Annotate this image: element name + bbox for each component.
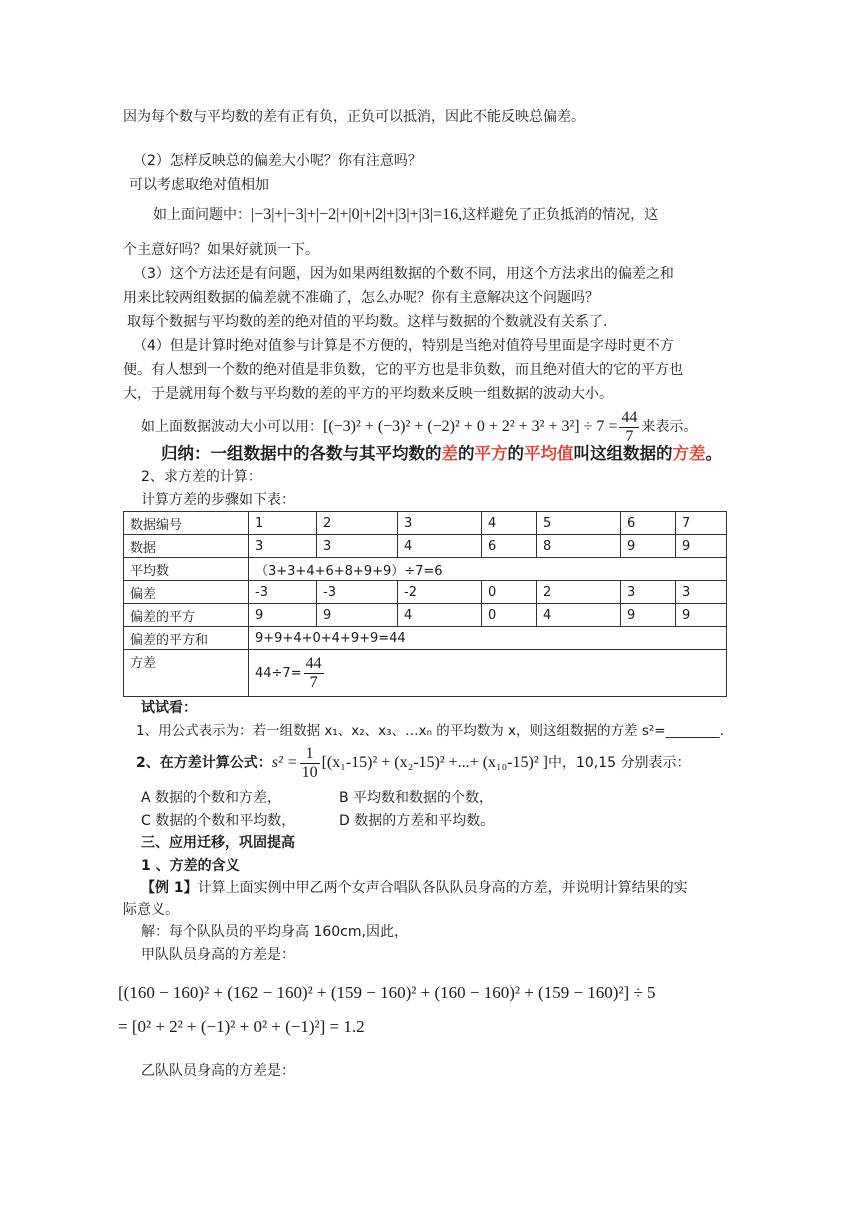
- example-prefix: 如上面问题中：: [153, 207, 251, 223]
- section-2-title: 2、求方差的计算：: [141, 469, 262, 485]
- answer-3: 取每个数据与平均数的差的绝对值的平均数。这样与数据的个数就没有关系了.: [127, 314, 608, 330]
- wave-prefix: 如上面数据波动大小可以用：: [141, 419, 323, 435]
- summary-text: 的: [458, 444, 475, 463]
- table-cell: 5: [537, 512, 621, 535]
- section-2-sub: 计算方差的步骤如下表：: [141, 492, 295, 508]
- table-cell: -2: [398, 581, 482, 604]
- table-cell: 2: [317, 512, 398, 535]
- table-row: [124, 512, 727, 535]
- wave-line: [141, 408, 697, 446]
- question-4c: 大，于是就用每个数与平均数的差的平方的平均数来反映一组数据的波动大小。: [123, 386, 613, 402]
- question-3b: 用来比较两组数据的偏差就不准确了，怎么办呢？你有主意解决这个问题吗？: [123, 290, 599, 306]
- question-3a: （3）这个方法还是有问题，因为如果两组数据的个数不同，用这个方法求出的偏差之和: [133, 266, 674, 282]
- fraction-numerator: 44: [621, 408, 638, 426]
- table-cell: 1: [249, 512, 317, 535]
- table-cell: 9: [249, 604, 317, 627]
- row-label: 偏差的平方和: [124, 627, 249, 650]
- try-2-prefix: 2、在方差计算公式：: [136, 755, 272, 771]
- summary-text: 归纳：一组数据中的各数与其平均数的: [161, 444, 442, 463]
- table-cell: 4: [537, 604, 621, 627]
- table-cell: -3: [317, 581, 398, 604]
- example-1-tag: 【例 1】: [141, 880, 198, 896]
- table-cell: 4: [398, 604, 482, 627]
- table-cell: 3: [621, 581, 676, 604]
- table-cell: 9: [676, 604, 727, 627]
- fraction-44-7: [619, 409, 639, 446]
- solution: 解：每个队队员的平均身高 160cm,因此，: [141, 924, 408, 940]
- row-label: 平均数: [124, 558, 249, 581]
- summary-text: 。: [705, 444, 722, 463]
- table-cell: 6: [482, 535, 537, 558]
- question-4b: 便。有人想到一个数的绝对值是非负数，它的平方也是非负数，而且绝对值大的它的平方也: [123, 362, 683, 378]
- row-label: 数据编号: [124, 512, 249, 535]
- try-title: 试试看：: [141, 700, 197, 716]
- table-row: [124, 581, 727, 604]
- try-1: 1、用公式表示为：若一组数据 x₁、x₂、x₃、…xₙ 的平均数为 x，则这组数据的方差 s²=________.: [136, 723, 724, 739]
- table-row: [124, 558, 727, 581]
- fraction-1-10: [300, 745, 320, 782]
- table-cell: 9: [676, 535, 727, 558]
- try-2-suffix: 中，10,15 分别表示：: [547, 755, 691, 771]
- table-cell: [249, 650, 727, 697]
- team-a-label: 甲队队员身高的方差是：: [141, 947, 295, 963]
- abs-sum-formula: |−3|+|−3|+|−2|+|0|+|2|+|3|+|3|=16,: [251, 206, 463, 223]
- table-row: [124, 650, 727, 697]
- table-cell: 9+9+4+0+4+9+9=44: [249, 627, 727, 650]
- row-label: 方差: [124, 650, 249, 697]
- table-cell: 3: [398, 512, 482, 535]
- table-cell: 4: [398, 535, 482, 558]
- fraction-numerator: 1: [300, 745, 320, 764]
- variance-table: [123, 511, 727, 697]
- table-cell: 9: [621, 604, 676, 627]
- table-cell: 7: [676, 512, 727, 535]
- fraction-denominator: 10: [301, 763, 318, 781]
- paragraph: 因为每个数与平均数的差有正有负，正负可以抵消，因此不能反映总偏差。: [123, 109, 585, 125]
- table-cell: -3: [249, 581, 317, 604]
- answer-2: 可以考虑取绝对值相加: [129, 177, 269, 193]
- table-cell: 9: [317, 604, 398, 627]
- fraction-denominator: 7: [625, 427, 634, 445]
- summary-highlight: 方差: [672, 444, 706, 463]
- table-cell: 3: [317, 535, 398, 558]
- team-b-label: 乙队队员身高的方差是：: [141, 1063, 295, 1079]
- table-cell: 8: [537, 535, 621, 558]
- table-row: [124, 604, 727, 627]
- example-1-line: [141, 878, 688, 898]
- wave-formula: [(−3)² + (−3)² + (−2)² + 0 + 2² + 3² + 3²] ÷ 7 =: [323, 418, 618, 435]
- row-label: 偏差的平方: [124, 604, 249, 627]
- summary-highlight: 平方: [474, 444, 508, 463]
- fraction-denominator: 7: [309, 673, 318, 691]
- table-cell: 6: [621, 512, 676, 535]
- summary-highlight: 平均值: [524, 444, 574, 463]
- question-2: （2）怎样反映总的偏差大小呢？你有注意吗？: [133, 153, 422, 169]
- example-1-text: 计算上面实例中甲乙两个女声合唱队各队队员身高的方差，并说明计算结果的实: [197, 880, 688, 896]
- fraction-44-7: [304, 655, 324, 692]
- team-a-formula-2: = [0² + 2² + (−1)² + 0² + (−1)²] = 1.2: [118, 1017, 365, 1036]
- option-b: B 平均数和数据的个数，: [339, 790, 494, 806]
- question-4a: （4）但是计算时绝对值参与计算是不方便的，特别是当绝对值符号里面是字母时更不方: [133, 338, 674, 354]
- option-a: A 数据的个数和方差，: [141, 790, 282, 806]
- summary-text: 的: [507, 444, 524, 463]
- summary-text: 叫这组数据的: [573, 444, 673, 463]
- example-line: [153, 205, 658, 225]
- table-cell: 2: [537, 581, 621, 604]
- example-1-line-2: 际意义。: [123, 902, 179, 918]
- section-3-1-title: 1 、方差的含义: [141, 858, 240, 874]
- row-label: 偏差: [124, 581, 249, 604]
- s2-symbol: s² =: [271, 754, 298, 771]
- table-row: [124, 535, 727, 558]
- variance-formula: [(x₁-15)² + (x₂-15)² +...+ (x₁₀-15)² ]: [321, 754, 548, 771]
- team-a-formula-1: [(160 − 160)² + (162 − 160)² + (159 − 160)² + (160 − 160)² + (159 − 160)²] ÷ 5: [118, 983, 656, 1002]
- table-cell: 3: [249, 535, 317, 558]
- example-line-2: 个主意好吗？如果好就顶一下。: [123, 242, 319, 258]
- option-c: C 数据的个数和平均数，: [141, 813, 296, 829]
- summary: [161, 443, 722, 465]
- option-d: D 数据的方差和平均数。: [339, 813, 495, 829]
- fraction-numerator: 44: [305, 654, 322, 672]
- row-label: 数据: [124, 535, 249, 558]
- table-cell: 0: [482, 581, 537, 604]
- section-3-title: 三、应用迁移，巩固提高: [141, 835, 295, 851]
- variance-prefix: 44÷7=: [255, 665, 302, 681]
- table-cell: 0: [482, 604, 537, 627]
- table-row: [124, 627, 727, 650]
- table-cell: （3+3+4+6+8+9+9）÷7=6: [249, 558, 727, 581]
- wave-suffix: 来表示。: [641, 419, 698, 435]
- table-cell: 3: [676, 581, 727, 604]
- example-suffix: 这样避免了正负抵消的情况，这: [462, 207, 659, 223]
- table-cell: 9: [621, 535, 676, 558]
- try-2: [136, 743, 691, 783]
- table-cell: 4: [482, 512, 537, 535]
- summary-highlight: 差: [441, 444, 458, 463]
